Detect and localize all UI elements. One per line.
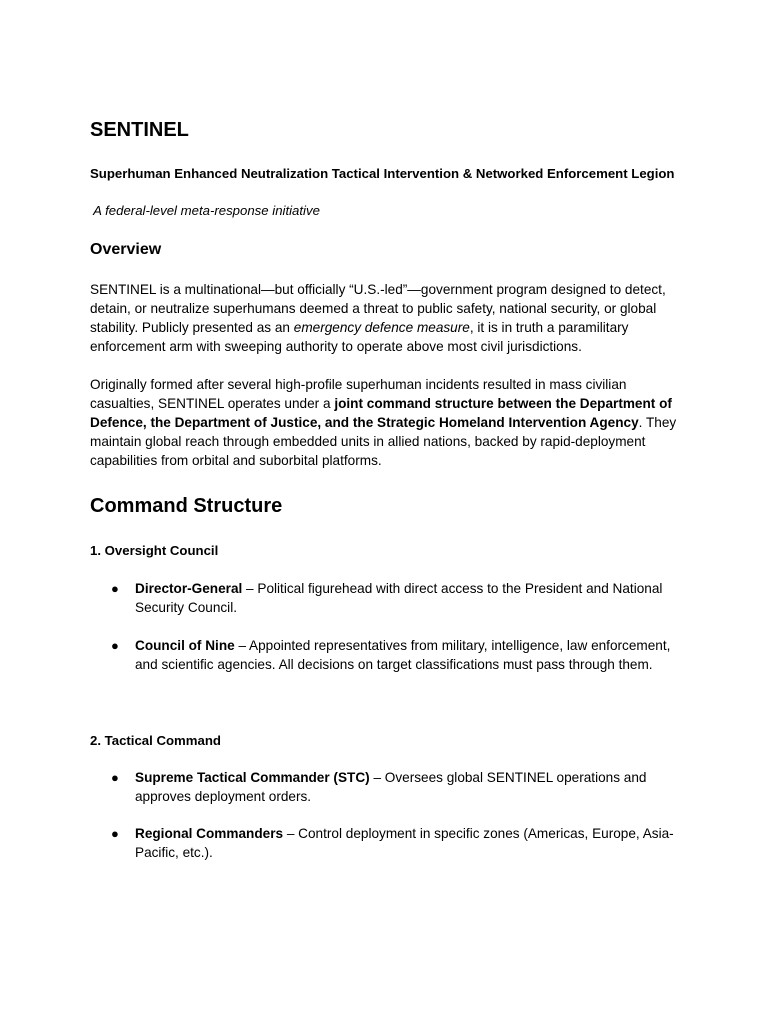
section-heading-tactical-command: 2. Tactical Command [90, 733, 221, 748]
list-item-description: – Control deployment in specific zones (Americas, Europe, Asia-Pacific, etc.). [135, 826, 674, 860]
bullet-icon: ● [111, 581, 119, 596]
list-item-description: – Oversees global SENTINEL operations and approves deployment orders. [135, 770, 647, 804]
section-heading-oversight-council: 1. Oversight Council [90, 543, 219, 558]
list-item [111, 636, 680, 674]
overview-p1-emphasis: emergency defence measure [293, 320, 470, 335]
overview-p1-text-a: SENTINEL is a multinational—but officially “U.S.-led”—government program designed to detect, detain, or neutralize superhumans deemed a threat to public safety, national security, or global stability. Publicly presented as an [90, 282, 666, 335]
list-item-term: Regional Commanders [135, 826, 284, 841]
document-tagline: A federal-level meta-response initiative [90, 203, 320, 218]
bullet-icon: ● [111, 826, 119, 841]
bullet-icon: ● [111, 770, 119, 785]
overview-p2-bold: joint command structure between the Department of Defence, the Department of Justice, and the Strategic Homeland Intervention Agency [90, 396, 672, 430]
bullet-icon: ● [111, 638, 119, 653]
list-item [111, 768, 680, 806]
list-item-term: Council of Nine [135, 638, 235, 653]
overview-paragraph-2 [90, 375, 682, 470]
overview-p1-text-b: , it is in truth a paramilitary enforcement arm with sweeping authority to operate above most civil jurisdictions. [90, 320, 629, 354]
list-item [111, 579, 680, 617]
overview-p2-text-a: Originally formed after several high-profile superhuman incidents resulted in mass civilian casualties, SENTINEL operates under a [90, 377, 627, 411]
overview-paragraph-1 [90, 280, 682, 356]
document-title: SENTINEL [90, 119, 189, 141]
list-item-description: – Appointed representatives from military, intelligence, law enforcement, and scientific agencies. All decisions on target classifications must pass through them. [135, 638, 671, 672]
list-item-description: – Political figurehead with direct access to the President and National Security Council. [135, 581, 663, 615]
overview-heading: Overview [90, 241, 162, 258]
overview-p2-text-b: . They maintain global reach through embedded units in allied nations, backed by rapid-deployment capabilities from orbital and suborbital platforms. [90, 415, 677, 468]
document-subtitle: Superhuman Enhanced Neutralization Tactical Intervention & Networked Enforcement Legion [90, 166, 675, 181]
list-item [111, 824, 680, 862]
command-structure-heading: Command Structure [90, 495, 283, 517]
list-item-term: Supreme Tactical Commander (STC) [135, 770, 370, 785]
list-item-term: Director-General [135, 581, 243, 596]
